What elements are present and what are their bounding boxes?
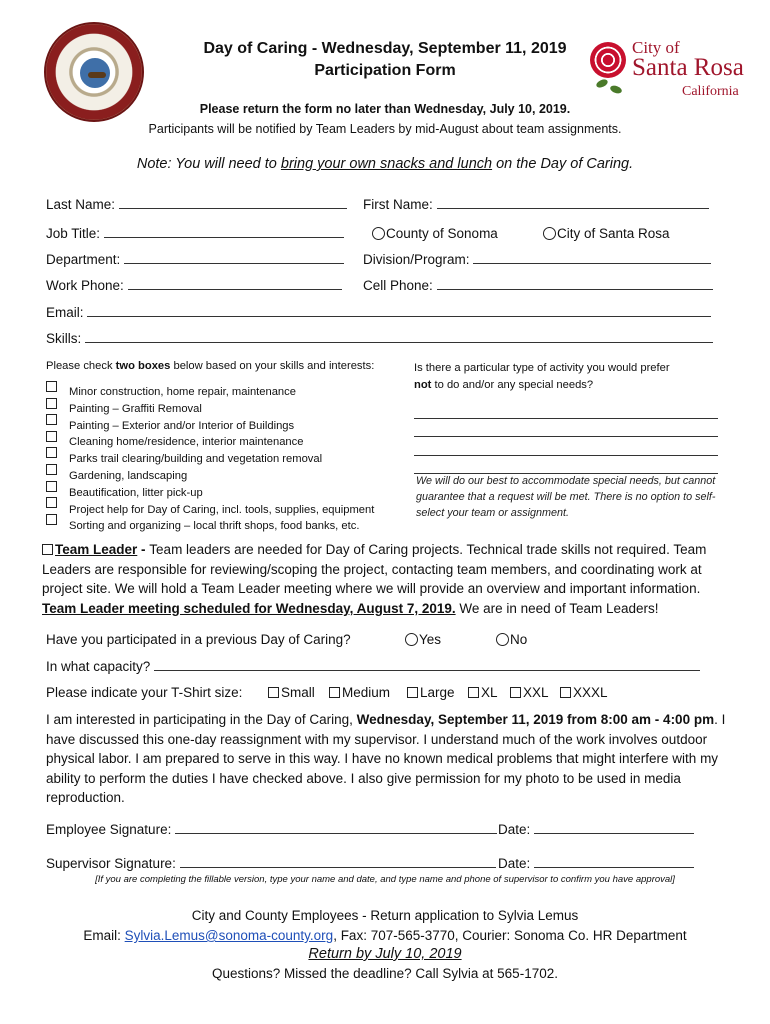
list-item: Minor construction, home repair, maintenance <box>69 386 296 398</box>
skills-field[interactable]: Skills: <box>46 331 713 346</box>
checkbox-icon <box>407 687 418 698</box>
employee-signature-field[interactable]: Employee Signature: <box>46 822 497 837</box>
logo-city-of: City of <box>632 38 680 57</box>
supervisor-date-field[interactable]: Date: <box>498 856 694 871</box>
logo-santa-rosa: Santa Rosa <box>632 54 744 81</box>
title-line-2: Participation Form <box>314 62 456 79</box>
skill-checkbox[interactable] <box>46 481 57 492</box>
tshirt-question: Please indicate your T-Shirt size: <box>46 685 243 700</box>
logo-california: California <box>682 84 739 99</box>
skill-checkboxes[interactable] <box>46 381 60 530</box>
first-name-field[interactable]: First Name: <box>363 197 709 212</box>
previous-participation-question: Have you participated in a previous Day of Caring? <box>46 632 351 647</box>
skill-checkbox[interactable] <box>46 497 57 508</box>
size-xxl-checkbox[interactable]: XXL <box>510 685 549 700</box>
checkbox-icon <box>268 687 279 698</box>
size-xl-checkbox[interactable]: XL <box>468 685 498 700</box>
radio-icon <box>496 633 509 646</box>
skills-list <box>69 384 374 535</box>
cell-phone-field[interactable]: Cell Phone: <box>363 278 713 293</box>
capacity-field[interactable]: In what capacity? <box>46 659 700 674</box>
preference-answer-lines[interactable] <box>414 400 718 474</box>
size-small-checkbox[interactable]: Small <box>268 685 315 700</box>
footer-contact-line: Email: Sylvia.Lemus@sonoma-county.org, Fax: 707-565-3770, Courier: Sonoma Co. HR Department <box>83 928 687 943</box>
email-link[interactable]: Sylvia.Lemus@sonoma-county.org <box>124 928 334 943</box>
list-item: Painting – Exterior and/or Interior of Buildings <box>69 419 295 432</box>
radio-icon <box>543 227 556 240</box>
county-of-sonoma-radio[interactable]: County of Sonoma <box>372 226 498 241</box>
skill-checkbox[interactable] <box>46 431 57 442</box>
department-field[interactable]: Department: <box>46 252 344 267</box>
team-leader-section: Team Leader - Team leaders are needed for Day of Caring projects. Technical trade skills not required. Team Leaders are responsible for reviewing/scoping the project, contacting team members, and coordinating work at project site. We will hold a Team Leader meeting where we will provide an overview and important information. Team Leader meeting scheduled for Wednesday, August 7, 2019. We are in need of Team Leaders! <box>42 542 707 616</box>
agreement-paragraph: I am interested in participating in the Day of Caring, Wednesday, September 11, 2019 from 8:00 am - 4:00 pm. I have discussed this one-day reassignment with my supervisor. I understand much of the work involves outdoor physical labor. I am prepared to serve in this way. I have no known medical problems that might interfere with my ability to perform the duties I have checked above. I also give permission for my photo to be used in media reproduction. <box>46 712 726 806</box>
size-large-checkbox[interactable]: Large <box>407 685 455 700</box>
list-item: Cleaning home/residence, interior maintenance <box>69 436 304 449</box>
answer-line[interactable] <box>414 400 718 419</box>
list-item: Painting – Graffiti Removal <box>69 402 202 415</box>
work-phone-field[interactable]: Work Phone: <box>46 278 342 293</box>
no-radio[interactable]: No <box>496 632 527 647</box>
skills-instruction: Please check two boxes below based on your skills and interests: <box>46 360 375 372</box>
skill-checkbox[interactable] <box>46 464 57 475</box>
skill-checkbox[interactable] <box>46 447 57 458</box>
yes-radio[interactable]: Yes <box>405 632 441 647</box>
supervisor-signature-field[interactable]: Supervisor Signature: <box>46 856 496 871</box>
list-item: Parks trail clearing/building and vegetation removal <box>69 453 323 466</box>
size-medium-checkbox[interactable]: Medium <box>329 685 390 700</box>
checkbox-icon <box>560 687 571 698</box>
title-line-1: Day of Caring - Wednesday, September 11, 2019 <box>203 40 567 57</box>
division-field[interactable]: Division/Program: <box>363 252 711 267</box>
answer-line[interactable] <box>414 437 718 456</box>
team-leader-meeting: Team Leader meeting scheduled for Wednesday, August 7, 2019. <box>42 600 456 616</box>
footer-return-by: Return by July 10, 2019 <box>308 946 462 962</box>
radio-icon <box>405 633 418 646</box>
notify-notice: Participants will be notified by Team Leaders by mid-August about team assignments. <box>148 122 622 136</box>
skill-checkbox[interactable] <box>46 398 57 409</box>
answer-line[interactable] <box>414 419 718 438</box>
size-xxxl-checkbox[interactable]: XXXL <box>560 685 608 700</box>
job-title-field[interactable]: Job Title: <box>46 226 344 241</box>
leaf-icon <box>609 84 623 95</box>
list-item: Beautification, litter pick-up <box>69 486 203 499</box>
checkbox-icon <box>329 687 340 698</box>
skill-checkbox[interactable] <box>46 381 57 392</box>
preference-question: Is there a particular type of activity you would prefer not to do and/or any special needs? <box>414 362 670 391</box>
email-field[interactable]: Email: <box>46 305 711 320</box>
team-leader-label: Team Leader <box>55 542 138 557</box>
skill-checkbox[interactable] <box>46 514 57 525</box>
checkbox-icon <box>468 687 479 698</box>
list-item: Sorting and organizing – local thrift shops, food banks, etc. <box>69 520 360 533</box>
list-item: Project help for Day of Caring, incl. tools, supplies, equipment <box>69 503 375 516</box>
skill-checkbox[interactable] <box>46 414 57 425</box>
return-notice: Please return the form no later than Wednesday, July 10, 2019. <box>199 102 571 116</box>
checkbox-icon <box>510 687 521 698</box>
footer-questions: Questions? Missed the deadline? Call Sylvia at 565-1702. <box>212 966 558 981</box>
employee-date-field[interactable]: Date: <box>498 822 694 837</box>
radio-icon <box>372 227 385 240</box>
city-of-santa-rosa-radio[interactable]: City of Santa Rosa <box>543 226 670 241</box>
answer-line[interactable] <box>414 456 718 475</box>
list-item: Gardening, landscaping <box>69 469 188 482</box>
page-title <box>0 38 770 82</box>
team-leader-checkbox[interactable] <box>42 544 53 555</box>
footer-return-line: City and County Employees - Return application to Sylvia Lemus <box>191 908 579 923</box>
last-name-field[interactable]: Last Name: <box>46 197 347 212</box>
snack-note: Note: You will need to bring your own snacks and lunch on the Day of Caring. <box>136 156 634 172</box>
fillable-note: [If you are completing the fillable version, type your name and date, and type name and phone of supervisor to confirm you have approval] <box>95 874 675 885</box>
preference-note: We will do our best to accommodate special needs, but cannot guarantee that a request will be met. There is no option to self-select your team or assignment. <box>416 475 716 519</box>
